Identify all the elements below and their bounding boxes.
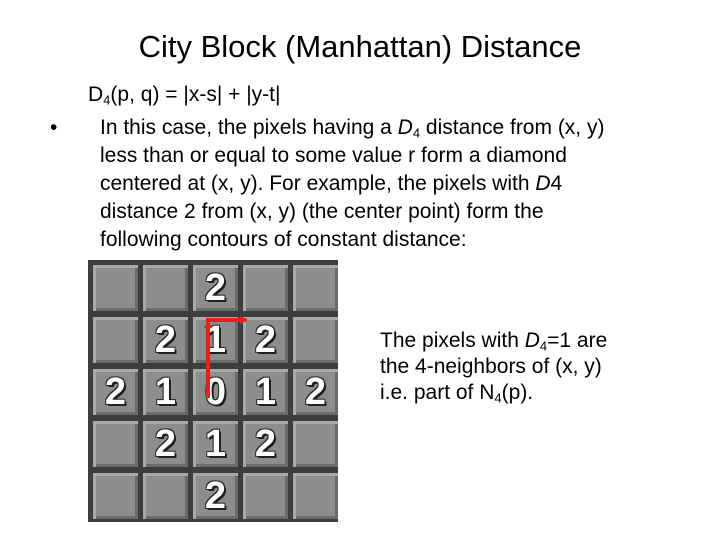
grid-cell-value <box>143 265 188 311</box>
grid-cell-value: 2 <box>104 371 127 413</box>
grid-cell-value <box>243 473 288 519</box>
distance-grid <box>88 260 338 522</box>
grid-cell-value <box>293 421 338 467</box>
note-line-1-text: The pixels with <box>380 329 525 352</box>
note-line-3-subscript: 4 <box>494 390 502 406</box>
bullet-marker: • <box>50 116 58 139</box>
grid-cell-value: 1 <box>204 423 227 465</box>
grid-cell-value: 1 <box>154 371 177 413</box>
bullet-line-3 <box>100 170 700 198</box>
grid-cell-value: 0 <box>204 371 227 413</box>
note-line-1 <box>380 328 607 354</box>
grid-cell-value <box>93 421 138 467</box>
grid-cell-value <box>243 265 288 311</box>
bullet-line-1-tail: distance from (x, y) <box>420 116 605 139</box>
note-line-1-tail: =1 are <box>547 329 608 352</box>
slide-title: City Block (Manhattan) Distance <box>138 29 582 64</box>
note-line-1-d: D <box>524 329 540 352</box>
bullet-line-1-text: In this case, the pixels having a <box>100 116 398 139</box>
note-line-3 <box>380 380 607 406</box>
grid-cell-value <box>93 473 138 519</box>
bullet-line-1-d: D <box>397 116 413 139</box>
grid-cell-value <box>93 265 138 311</box>
grid-cell-value: 1 <box>254 371 277 413</box>
bullet-line-3-text: centered at (x, y). For example, the pixels with <box>100 172 536 195</box>
bullet-line-4: distance 2 from (x, y) (the center point) form the <box>100 200 544 223</box>
grid-cell-value: 2 <box>254 423 277 465</box>
note-line-3-tail: (p). <box>501 381 534 404</box>
bullet-line-1-subscript: 4 <box>412 125 421 141</box>
grid-cell-value: 1 <box>204 319 227 361</box>
note-line-3-text: i.e. part of N <box>380 381 495 404</box>
grid-cell-value <box>293 317 338 363</box>
formula-rest: (p, q) = |x-s| + |y-t| <box>110 83 281 106</box>
formula-subscript: 4 <box>103 92 111 108</box>
formula-d: D <box>88 83 104 106</box>
grid-cell-value: 2 <box>154 423 177 465</box>
bullet-line-3-d: D <box>535 172 551 195</box>
bullet-line-3-tail: 4 <box>550 172 563 195</box>
note-line-2: the 4-neighbors of (x, y) <box>380 355 602 378</box>
grid-cell-value: 2 <box>154 319 177 361</box>
grid-cell-value: 2 <box>304 371 327 413</box>
grid-cell-value: 2 <box>204 267 227 309</box>
neighbors-note <box>380 328 607 406</box>
distance-formula <box>88 81 280 109</box>
grid-cell-value: 2 <box>204 475 227 517</box>
grid-cell-value: 2 <box>254 319 277 361</box>
note-line-1-subscript: 4 <box>539 338 548 354</box>
bullet-paragraph <box>100 114 700 254</box>
grid-cell-value <box>143 473 188 519</box>
grid-cell-value <box>293 265 338 311</box>
grid-cell-value <box>293 473 338 519</box>
bullet-line-2: less than or equal to some value r form a diamond <box>100 144 567 167</box>
bullet-line-1 <box>100 114 700 142</box>
bullet-line-5: following contours of constant distance: <box>100 228 467 251</box>
grid-cell-value <box>93 317 138 363</box>
